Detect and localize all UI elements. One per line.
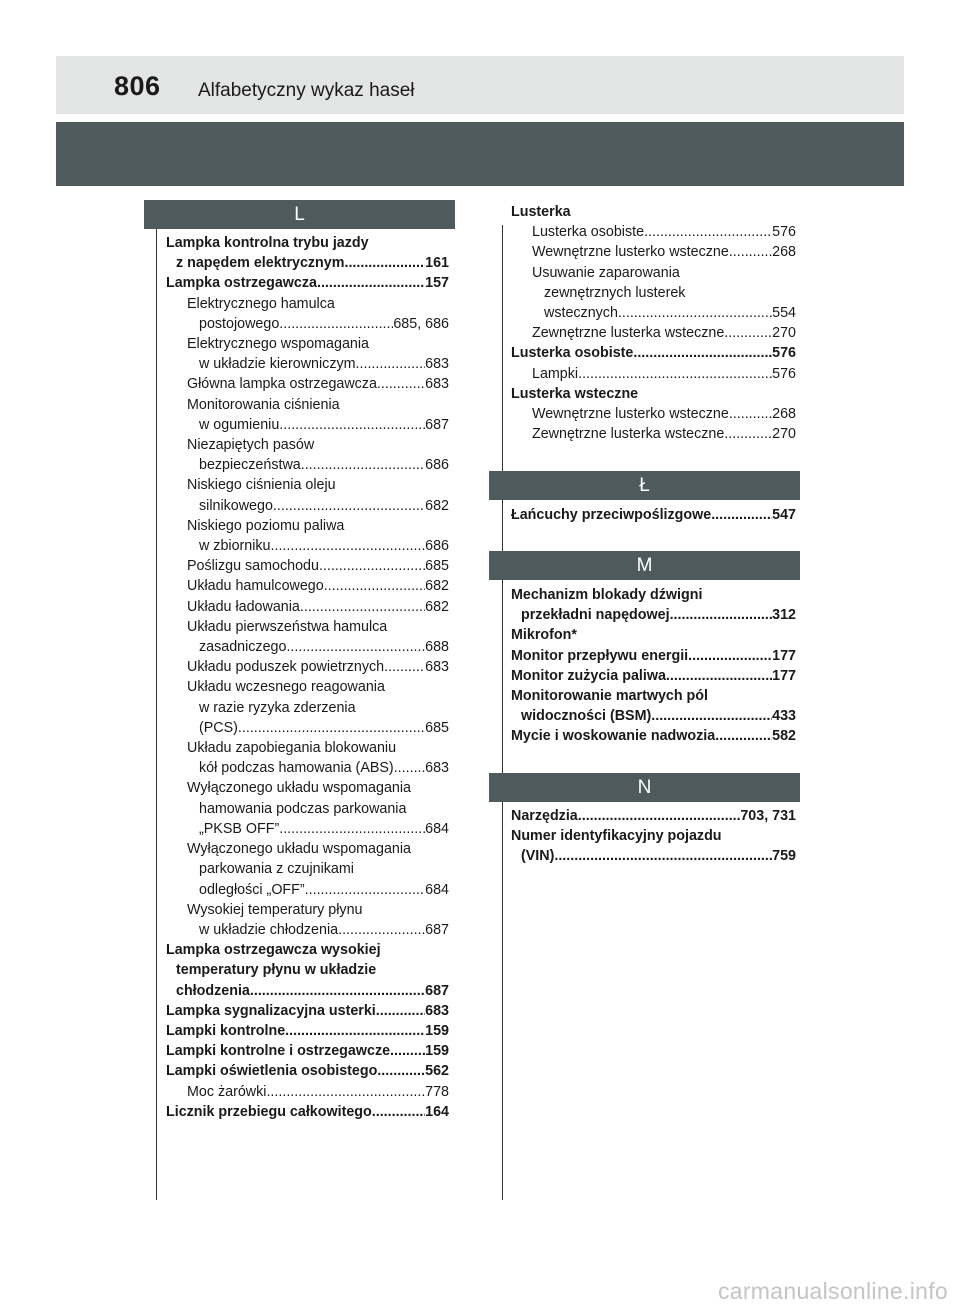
index-entry-page: 576: [772, 224, 796, 241]
index-entry: [166, 294, 449, 314]
index-entry-text: w układzie kierowniczym: [199, 356, 356, 373]
index-entry: [166, 799, 449, 819]
index-entry-text: przekładni napędowej: [521, 607, 670, 624]
index-entry: [511, 826, 796, 846]
dot-leader: [666, 666, 772, 686]
index-entry-page: 164: [425, 1103, 449, 1120]
index-entry-text: w ogumieniu: [199, 416, 280, 433]
index-entry-page: 683: [425, 760, 449, 777]
dot-leader: [578, 806, 741, 826]
index-entry-text: Elektrycznego wspomagania: [187, 336, 369, 353]
index-entry: [166, 960, 449, 980]
index-entry-page: 682: [425, 497, 449, 514]
index-entry-page: 312: [772, 607, 796, 624]
index-entry-text: kół podczas hamowania (ABS): [199, 760, 394, 777]
index-entry: [511, 585, 796, 605]
index-entry-page: 159: [425, 1043, 449, 1060]
index-entry-text: hamowania podczas parkowania: [199, 800, 407, 817]
index-entry-page: 177: [772, 667, 796, 684]
dot-leader: [376, 1001, 425, 1021]
index-entry-page: 161: [425, 255, 449, 272]
index-entry: [166, 839, 449, 859]
index-entry-text: Lampki: [532, 365, 579, 382]
index-entry-text: Lusterka: [511, 204, 571, 220]
index-group-m: [511, 585, 796, 747]
dot-leader: [285, 1021, 425, 1041]
dot-leader: [377, 374, 425, 394]
right-column-rule: [502, 225, 503, 1200]
dot-leader: [279, 819, 425, 839]
index-entry-text: Zewnętrzne lusterka wsteczne: [532, 325, 725, 342]
left-column-rule: [156, 225, 157, 1200]
index-entry-page: 268: [772, 406, 796, 423]
dot-leader: [578, 364, 772, 384]
index-entry-page: 759: [772, 848, 796, 865]
index-entry-text: Numer identyfikacyjny pojazdu: [511, 828, 722, 845]
index-entry-text: Lampka ostrzegawcza wysokiej: [166, 942, 381, 959]
index-entry: [166, 778, 449, 798]
index-entry: [511, 222, 796, 242]
dot-leader: [711, 505, 772, 525]
dot-leader: [651, 706, 772, 726]
index-entry-text: Mikrofon*: [511, 627, 577, 644]
dot-leader: [688, 646, 772, 666]
index-entry-text: chłodzenia: [176, 982, 250, 999]
index-entry-text: Lampki kontrolne i ostrzegawcze: [166, 1043, 391, 1060]
index-entry: [166, 677, 449, 697]
index-entry-page: 688: [425, 639, 449, 656]
index-entry: [166, 758, 449, 778]
index-entry-text: Moc żarówki: [187, 1083, 267, 1100]
index-column-left: [166, 233, 449, 1122]
index-entry: [166, 940, 449, 960]
index-entry: [166, 233, 449, 253]
index-entry-page: 685: [425, 719, 449, 736]
index-entry: [166, 900, 449, 920]
index-entry-text: zewnętrznych lusterek: [544, 284, 686, 301]
index-entry-page: 682: [425, 578, 449, 595]
index-entry-page: 554: [772, 305, 796, 322]
index-entry-text: parkowania z czujnikami: [199, 861, 354, 878]
index-entry: [166, 576, 449, 596]
index-entry: [166, 657, 449, 677]
index-entry: [166, 637, 449, 657]
index-entry: [166, 1061, 449, 1081]
index-entry-text: Usuwanie zaparowania: [532, 264, 680, 281]
index-entry: [511, 605, 796, 625]
index-entry-text: Niezapiętych pasów: [187, 437, 315, 454]
index-entry: [166, 981, 449, 1001]
index-entry-page: 685, 686: [393, 315, 449, 332]
index-entry-page: 177: [772, 647, 796, 664]
dot-leader: [279, 314, 393, 334]
index-entry: [511, 646, 796, 666]
index-entry-text: Lampka sygnalizacyjna usterki: [166, 1002, 376, 1019]
index-entry-text: Układu hamulcowego: [187, 578, 324, 595]
dot-leader: [384, 657, 425, 677]
dot-leader: [618, 303, 772, 323]
index-entry-page: 686: [425, 538, 449, 555]
index-entry-text: w zbiorniku: [199, 538, 271, 555]
dot-leader: [300, 597, 425, 617]
index-entry: [166, 880, 449, 900]
index-entry: [511, 424, 796, 444]
index-entry-text: Monitorowania ciśnienia: [187, 396, 340, 413]
index-entry: [166, 819, 449, 839]
index-entry-page: 268: [772, 244, 796, 261]
dot-leader: [729, 404, 772, 424]
index-entry-page: 576: [772, 345, 796, 362]
dot-leader: [372, 1102, 425, 1122]
index-entry: [166, 374, 449, 394]
index-entry: [166, 475, 449, 495]
index-entry: [166, 1001, 449, 1021]
index-group-l-stroke: [511, 505, 796, 525]
index-entry: [511, 323, 796, 343]
dot-leader: [238, 718, 425, 738]
index-entry: [166, 354, 449, 374]
index-entry-text: Główna lampka ostrzegawcza: [187, 376, 377, 393]
index-entry-page: 682: [425, 598, 449, 615]
index-entry-page: 683: [425, 1002, 449, 1019]
index-entry-page: 703, 731: [740, 808, 796, 824]
index-entry-page: 270: [772, 325, 796, 342]
index-entry: [511, 283, 796, 303]
page-number: 806: [114, 71, 161, 101]
index-entry-page: 687: [425, 921, 449, 938]
index-entry-text: Lusterka osobiste: [511, 345, 634, 362]
index-entry-page: 778: [425, 1083, 449, 1100]
index-group-lusterka: [511, 202, 796, 444]
index-entry: [166, 273, 449, 293]
dot-leader: [279, 415, 425, 435]
index-entry-text: (PCS): [199, 719, 238, 736]
dot-leader: [633, 343, 772, 363]
index-entry: [511, 686, 796, 706]
index-entry-text: Układu ładowania: [187, 598, 300, 615]
index-entry-page: 684: [425, 820, 449, 837]
index-entry-text: Lampka kontrolna trybu jazdy: [166, 235, 369, 251]
index-entry: [511, 726, 796, 746]
index-entry: [166, 859, 449, 879]
index-entry: [166, 496, 449, 516]
dot-leader: [324, 576, 425, 596]
dot-leader: [271, 536, 426, 556]
section-header-l-stroke: Ł: [489, 471, 800, 500]
index-entry-text: wstecznych: [544, 305, 618, 322]
dot-leader: [390, 1041, 425, 1061]
index-entry: [511, 303, 796, 323]
dot-leader: [305, 880, 425, 900]
index-entry-text: Monitorowanie martwych pól: [511, 688, 708, 705]
index-entry: [166, 1082, 449, 1102]
index-entry-page: 270: [772, 426, 796, 443]
section-header-l: L: [144, 200, 455, 229]
index-entry-page: 433: [772, 708, 796, 725]
dot-leader: [670, 605, 773, 625]
dot-leader: [286, 637, 425, 657]
index-entry-text: postojowego: [199, 315, 280, 332]
header-dark-band: [56, 122, 904, 186]
index-entry-text: Układu pierwszeństwa hamulca: [187, 618, 388, 635]
section-header-n: N: [489, 773, 800, 802]
dot-leader: [715, 726, 772, 746]
index-entry-page: 686: [425, 457, 449, 474]
index-entry-page: 582: [772, 728, 796, 745]
index-entry: [166, 920, 449, 940]
dot-leader: [554, 846, 772, 866]
index-entry-text: Wysokiej temperatury płynu: [187, 901, 363, 918]
index-entry-text: Niskiego poziomu paliwa: [187, 517, 345, 534]
index-entry-text: Monitor przepływu energii: [511, 647, 689, 664]
index-entry-text: Układu zapobiegania blokowaniu: [187, 740, 397, 757]
index-entry-page: 547: [772, 507, 796, 523]
index-entry-text: odległości „OFF”: [199, 881, 305, 898]
dot-leader: [356, 354, 426, 374]
index-entry: [166, 597, 449, 617]
index-entry-text: temperatury płynu w układzie: [176, 962, 377, 979]
index-entry: [511, 666, 796, 686]
index-entry-text: Mycie i woskowanie nadwozia: [511, 728, 716, 745]
index-entry: [511, 263, 796, 283]
index-entry-page: 684: [425, 881, 449, 898]
index-entry-text: Lampka ostrzegawcza: [166, 275, 317, 292]
index-entry-text: Poślizgu samochodu: [187, 558, 319, 575]
index-entry-page: 687: [425, 982, 449, 999]
header-band: [56, 56, 904, 114]
index-entry: [511, 404, 796, 424]
index-entry-text: „PKSB OFF”: [199, 820, 280, 837]
index-entry: [166, 738, 449, 758]
dot-leader: [250, 981, 425, 1001]
index-entry-text: z napędem elektrycznym: [176, 255, 345, 272]
index-entry-text: Lampki kontrolne: [166, 1022, 286, 1039]
index-entry-text: Wyłączonego układu wspomagania: [187, 780, 411, 797]
section-header-m: M: [489, 551, 800, 580]
index-entry-text: Narzędzia: [511, 808, 578, 824]
index-entry-text: Układu wczesnego reagowania: [187, 679, 385, 696]
dot-leader: [724, 424, 772, 444]
index-entry: [166, 698, 449, 718]
index-entry-text: Lampki oświetlenia osobistego: [166, 1063, 378, 1080]
index-entry: [166, 455, 449, 475]
index-entry: [511, 343, 796, 363]
index-group-n: [511, 806, 796, 867]
index-entry-page: 687: [425, 416, 449, 433]
index-entry: [166, 516, 449, 536]
index-entry: [166, 556, 449, 576]
index-entry-text: w układzie chłodzenia: [199, 921, 339, 938]
dot-leader: [317, 273, 425, 293]
index-entry: [511, 706, 796, 726]
index-entry-page: 159: [425, 1022, 449, 1039]
index-entry-text: Zewnętrzne lusterka wsteczne: [532, 426, 725, 443]
index-entry-text: w razie ryzyka zderzenia: [199, 699, 356, 716]
watermark: carmanualsonline.info: [717, 1278, 948, 1304]
index-entry: [166, 718, 449, 738]
index-entry: [166, 1021, 449, 1041]
index-entry: [166, 395, 449, 415]
index-entry: [166, 617, 449, 637]
index-entry-text: Układu poduszek powietrznych: [187, 659, 385, 676]
dot-leader: [729, 242, 772, 262]
index-entry-text: Łańcuchy przeciwpoślizgowe: [511, 507, 712, 523]
index-entry-text: Mechanizm blokady dźwigni: [511, 587, 703, 603]
dot-leader: [724, 323, 772, 343]
index-entry: [511, 625, 796, 645]
index-entry: [166, 253, 449, 273]
index-entry-text: Elektrycznego hamulca: [187, 295, 335, 312]
index-entry: [166, 314, 449, 334]
index-entry-text: bezpieczeństwa: [199, 457, 301, 474]
index-entry-text: zasadniczego: [199, 639, 287, 656]
index-entry: [511, 384, 796, 404]
index-entry-text: Wewnętrzne lusterko wsteczne: [532, 244, 729, 261]
index-entry-text: Wyłączonego układu wspomagania: [187, 841, 411, 858]
index-entry-text: Lusterka wsteczne: [511, 385, 639, 402]
index-entry: [511, 846, 796, 866]
index-entry: [511, 202, 796, 222]
dot-leader: [338, 920, 425, 940]
index-entry-page: 683: [425, 659, 449, 676]
index-entry: [166, 415, 449, 435]
index-entry-text: Lusterka osobiste: [532, 224, 645, 241]
page-title: Alfabetyczny wykaz haseł: [198, 80, 415, 101]
index-entry: [511, 505, 796, 525]
dot-leader: [644, 222, 772, 242]
index-entry-text: widoczności (BSM): [521, 708, 652, 725]
dot-leader: [377, 1061, 425, 1081]
index-entry: [166, 334, 449, 354]
dot-leader: [266, 1082, 425, 1102]
index-entry-text: Monitor zużycia paliwa: [511, 667, 666, 684]
index-entry-page: 576: [772, 365, 796, 382]
index-entry: [166, 1041, 449, 1061]
index-entry-page: 685: [425, 558, 449, 575]
index-entry-text: (VIN): [521, 848, 555, 865]
dot-leader: [319, 556, 425, 576]
index-entry: [511, 242, 796, 262]
dot-leader: [394, 758, 425, 778]
dot-leader: [344, 253, 425, 273]
index-entry-text: Licznik przebiegu całkowitego: [166, 1103, 372, 1120]
index-entry-page: 562: [425, 1063, 449, 1080]
index-entry-text: Wewnętrzne lusterko wsteczne: [532, 406, 729, 423]
index-entry: [166, 536, 449, 556]
index-entry: [511, 364, 796, 384]
index-entry-text: Niskiego ciśnienia oleju: [187, 477, 336, 494]
index-entry-text: silnikowego: [199, 497, 273, 514]
dot-leader: [301, 455, 425, 475]
dot-leader: [273, 496, 425, 516]
index-entry-page: 683: [425, 376, 449, 393]
index-entry: [166, 435, 449, 455]
index-entry: [511, 806, 796, 826]
index-entry-page: 683: [425, 356, 449, 373]
index-entry: [166, 1102, 449, 1122]
index-entry-page: 157: [425, 275, 449, 292]
